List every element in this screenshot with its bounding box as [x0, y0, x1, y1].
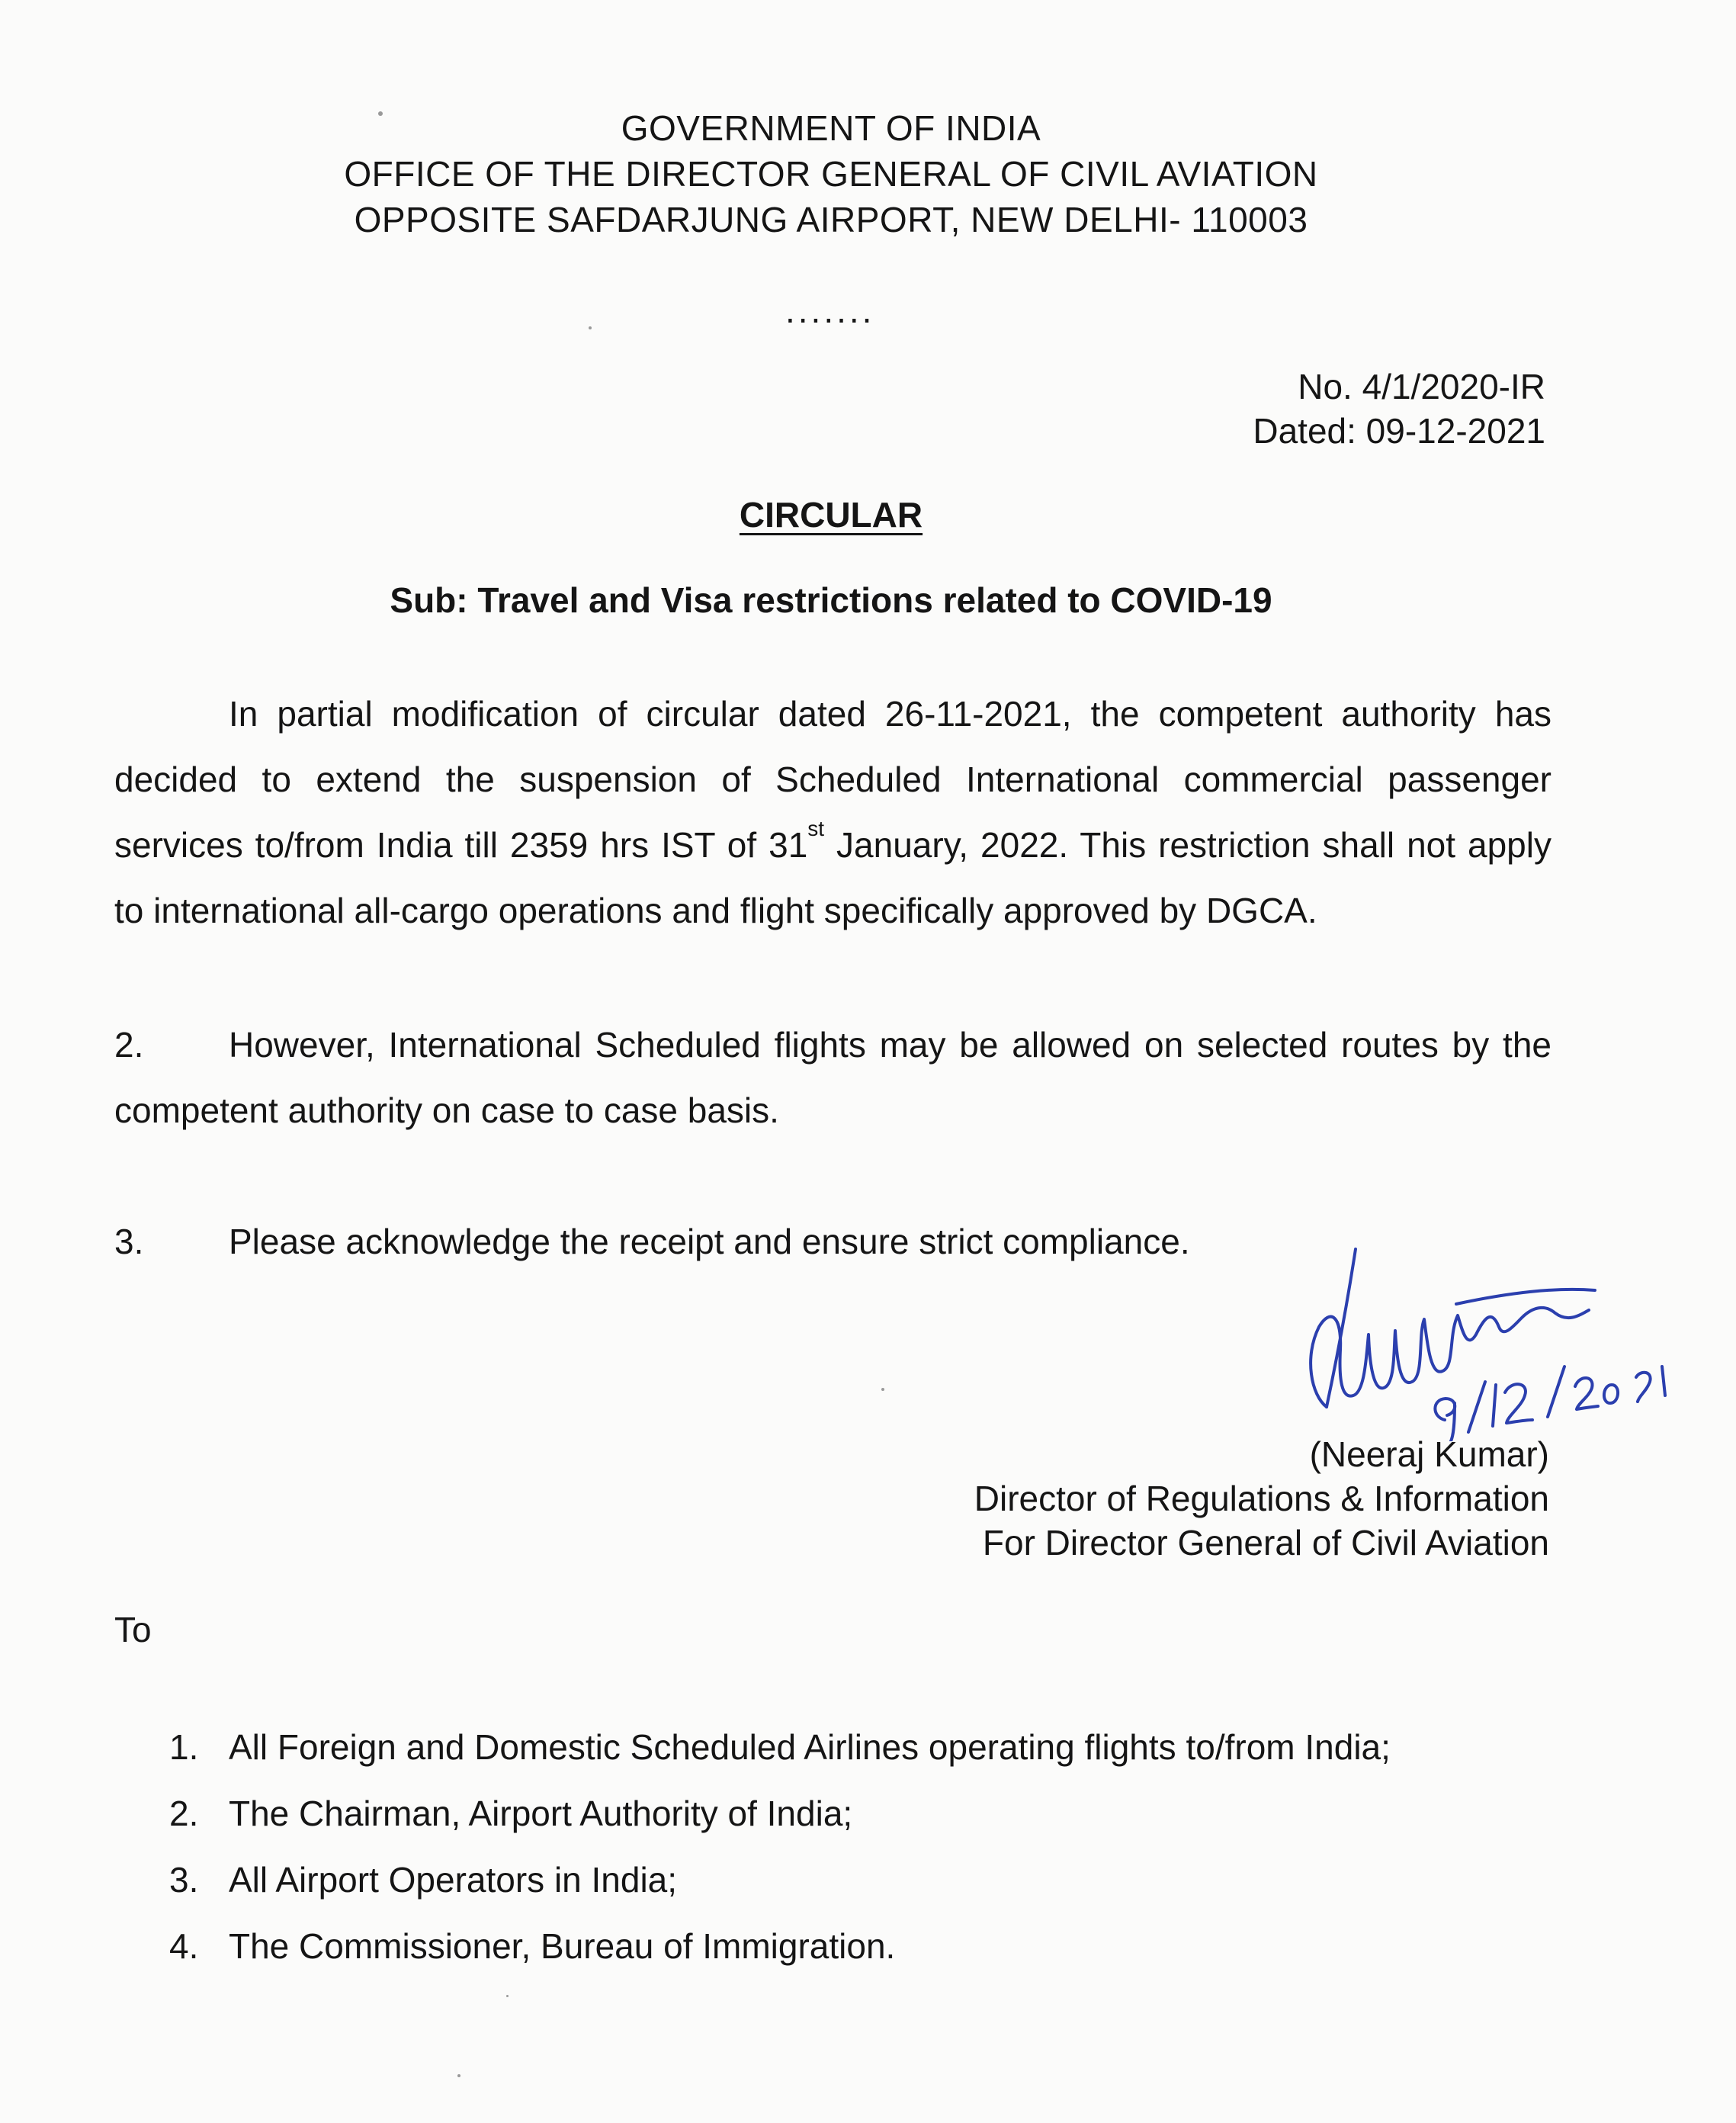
- recipient-text: The Commissioner, Bureau of Immigration.: [229, 1926, 896, 1966]
- document-title: [0, 494, 1662, 535]
- signature-date-slash1: [1468, 1382, 1485, 1432]
- document-title-text: CIRCULAR: [739, 495, 923, 535]
- scan-speck: [506, 1995, 509, 1997]
- scan-speck: [881, 1388, 884, 1391]
- paragraph-2-number: 2.: [114, 1025, 144, 1065]
- recipient-item: [169, 1781, 1391, 1847]
- letterhead-government: GOVERNMENT OF INDIA: [621, 108, 1041, 148]
- recipient-text: All Foreign and Domestic Scheduled Airlines operating flights to/from India;: [229, 1727, 1391, 1767]
- signature-date-twelve: [1493, 1384, 1532, 1426]
- signature-stroke-loop: [1311, 1308, 1589, 1407]
- recipient-item: [169, 1913, 1391, 1980]
- recipient-item: [169, 1714, 1391, 1781]
- recipients-list: [169, 1714, 1391, 1980]
- signatory-name: (Neeraj Kumar): [1309, 1434, 1549, 1474]
- recipient-text: The Chairman, Airport Authority of India;: [229, 1794, 853, 1833]
- paragraph-3-number: 3.: [114, 1222, 144, 1261]
- scan-speck: [378, 111, 383, 116]
- signatory-on-behalf: For Director General of Civil Aviation: [982, 1523, 1549, 1563]
- letterhead: [0, 105, 1662, 242]
- paragraph-1: [114, 681, 1551, 943]
- recipients-heading: To: [114, 1610, 152, 1649]
- paragraph-3-text: Please acknowledge the receipt and ensure strict compliance.: [229, 1222, 1190, 1261]
- reference-number: No. 4/1/2020-IR: [1298, 367, 1545, 406]
- signatory-block: [974, 1432, 1549, 1565]
- scan-speck: [589, 326, 592, 329]
- signature-date-twentyone: [1636, 1367, 1665, 1402]
- recipient-number: 2.: [169, 1794, 199, 1833]
- paragraph-1-superscript: st: [807, 817, 825, 840]
- reference-date: Dated: 09-12-2021: [1253, 411, 1545, 451]
- reference-block: [1253, 365, 1545, 453]
- paragraph-2-text: However, International Scheduled flights may be allowed on selected routes by the competent authority on case to case basis.: [114, 1025, 1551, 1130]
- signatory-designation: Director of Regulations & Information: [974, 1479, 1549, 1518]
- subject-line: Sub: Travel and Visa restrictions related to COVID-19: [390, 580, 1272, 620]
- signature-date-twenty: [1575, 1378, 1618, 1409]
- paragraph-1-text-b: January, 2022. This restriction shall not apply to international all-cargo operations and flight specifically approved by DGCA.: [114, 825, 1551, 930]
- recipient-number: 1.: [169, 1727, 199, 1767]
- letterhead-address: OPPOSITE SAFDARJUNG AIRPORT, NEW DELHI- 110003: [354, 200, 1308, 239]
- paragraph-1-text-a: In partial modification of circular dated 26-11-2021, the competent authority has decided to extend the suspension of Scheduled International commercial passenger services to/from India till 2359 hrs IST of 31: [114, 694, 1551, 865]
- signature-date-slash2: [1548, 1367, 1564, 1417]
- scan-speck: [457, 2074, 460, 2077]
- recipient-number: 4.: [169, 1926, 199, 1966]
- paragraph-2: [114, 1012, 1551, 1143]
- recipient-text: All Airport Operators in India;: [229, 1860, 678, 1900]
- header-separator: .......: [785, 291, 875, 330]
- handwritten-signature: [1296, 1243, 1708, 1441]
- recipient-item: [169, 1847, 1391, 1913]
- letterhead-office: OFFICE OF THE DIRECTOR GENERAL OF CIVIL AVIATION: [344, 154, 1318, 194]
- signature-stroke-underline: [1456, 1290, 1595, 1304]
- recipient-number: 3.: [169, 1860, 199, 1900]
